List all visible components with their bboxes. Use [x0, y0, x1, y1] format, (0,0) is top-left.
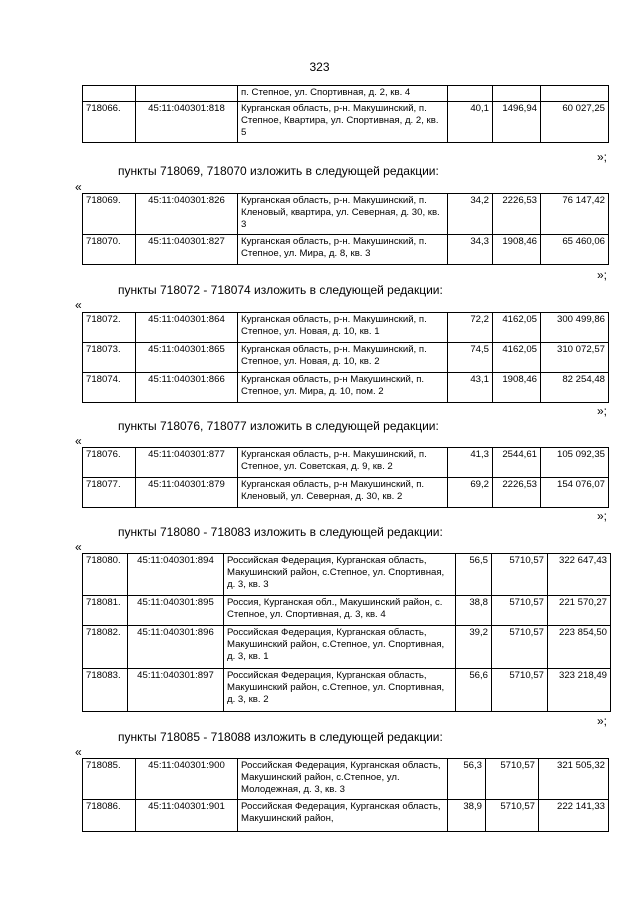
row-number: 718070.	[83, 235, 136, 265]
row-number: 718082.	[83, 626, 128, 669]
row-number: 718086.	[83, 800, 136, 832]
rate: 2226,53	[493, 478, 541, 508]
row-number: 718073.	[83, 343, 136, 373]
address: Российская Федерация, Курганская область, Макушинский район, с.Степное, ул. Молодежная, д. 3, кв. 3	[238, 759, 448, 800]
table-block-1	[82, 193, 609, 265]
table-row	[83, 478, 609, 508]
area: 38,8	[456, 596, 492, 626]
table-row	[83, 596, 611, 626]
cadastral-number: 45:11:040301:826	[136, 194, 238, 235]
cadastral-value: 82 254,48	[541, 373, 609, 403]
address: Курганская область, р-н Макушинский, п. Кленовый, ул. Северная, д. 30, кв. 2	[238, 478, 448, 508]
cadastral-number: 45:11:040301:901	[136, 800, 238, 832]
address: Курганская область, р-н. Макушинский, п. Степное, ул. Мира, д. 8, кв. 3	[238, 235, 448, 265]
rate: 5710,57	[492, 596, 548, 626]
rate: 2544,61	[493, 448, 541, 478]
row-number: 718077.	[83, 478, 136, 508]
address: Курганская область, р-н. Макушинский, п. Степное, ул. Советская, д. 9, кв. 2	[238, 448, 448, 478]
row-number: 718076.	[83, 448, 136, 478]
cadastral-value: 300 499,86	[541, 313, 609, 343]
row-number: 718080.	[83, 554, 128, 596]
row-number: 718085.	[83, 759, 136, 800]
cadastral-number: 45:11:040301:895	[128, 596, 224, 626]
address: Курганская область, р-н. Макушинский, п. Степное, Квартира, ул. Спортивная, д. 2, кв. 5	[238, 102, 448, 143]
address: Курганская область, р-н. Макушинский, п. Степное, ул. Новая, д. 10, кв. 1	[238, 313, 448, 343]
table-row	[83, 759, 609, 800]
opening-quote: «	[75, 745, 82, 759]
opening-quote: «	[75, 540, 82, 554]
address: Российская Федерация, Курганская область, Макушинский район, с.Степное, ул. Спортивная, д. 3, кв. 2	[224, 669, 456, 712]
cadastral-value: 76 147,42	[541, 194, 609, 235]
opening-quote: «	[75, 434, 82, 448]
table-row	[83, 448, 609, 478]
rate: 1496,94	[493, 102, 541, 143]
address: Российская Федерация, Курганская область, Макушинский район,	[238, 800, 448, 832]
area	[448, 86, 493, 102]
address: Курганская область, р-н. Макушинский, п. Степное, ул. Новая, д. 10, кв. 2	[238, 343, 448, 373]
table-row	[83, 669, 611, 712]
area: 69,2	[448, 478, 493, 508]
table-row	[83, 554, 611, 596]
address: Курганская область, р-н Макушинский, п. Степное, ул. Мира, д. 10, пом. 2	[238, 373, 448, 403]
table-block-4	[82, 553, 611, 712]
table-row	[83, 626, 611, 669]
table-row	[83, 194, 609, 235]
rate: 5710,57	[492, 669, 548, 712]
section-heading: пункты 718085 - 718088 изложить в следующей редакции:	[118, 730, 443, 744]
row-number: 718069.	[83, 194, 136, 235]
opening-quote: «	[75, 298, 82, 312]
cadastral-value: 154 076,07	[541, 478, 609, 508]
table-block-0	[82, 85, 609, 143]
cadastral-value: 322 647,43	[548, 554, 611, 596]
address: Россия, Курганская обл., Макушинский район, с. Степное, ул. Спортивная, д. 3, кв. 4	[224, 596, 456, 626]
rate: 5710,57	[486, 800, 539, 832]
address: Российская Федерация, Курганская область, Макушинский район, с.Степное, ул. Спортивная, д. 3, кв. 1	[224, 626, 456, 669]
row-number: 718081.	[83, 596, 128, 626]
rate: 5710,57	[486, 759, 539, 800]
address: Российская Федерация, Курганская область, Макушинский район, с.Степное, ул. Спортивная, д. 3, кв. 3	[224, 554, 456, 596]
row-number: 718066.	[83, 102, 136, 143]
closing-quote: »;	[597, 404, 608, 418]
area: 40,1	[448, 102, 493, 143]
cadastral-value: 321 505,32	[539, 759, 609, 800]
cadastral-value: 221 570,27	[548, 596, 611, 626]
address: п. Степное, ул. Спортивная, д. 2, кв. 4	[238, 86, 448, 102]
cadastral-value: 323 218,49	[548, 669, 611, 712]
cadastral-number: 45:11:040301:897	[128, 669, 224, 712]
section-heading: пункты 718080 - 718083 изложить в следующей редакции:	[118, 525, 443, 539]
cadastral-value: 65 460,06	[541, 235, 609, 265]
cadastral-number: 45:11:040301:864	[136, 313, 238, 343]
cadastral-number: 45:11:040301:827	[136, 235, 238, 265]
rate: 1908,46	[493, 373, 541, 403]
table-block-2	[82, 312, 609, 403]
area: 38,9	[448, 800, 486, 832]
cadastral-number: 45:11:040301:900	[136, 759, 238, 800]
closing-quote: »;	[597, 268, 608, 282]
cadastral-number: 45:11:040301:879	[136, 478, 238, 508]
table-row	[83, 800, 609, 832]
table-block-5	[82, 758, 609, 832]
section-heading: пункты 718076, 718077 изложить в следующей редакции:	[118, 419, 439, 433]
table-row	[83, 373, 609, 403]
cadastral-number: 45:11:040301:894	[128, 554, 224, 596]
area: 72,2	[448, 313, 493, 343]
area: 56,3	[448, 759, 486, 800]
cadastral-number: 45:11:040301:866	[136, 373, 238, 403]
table-row	[83, 343, 609, 373]
row-number: 718074.	[83, 373, 136, 403]
closing-quote: »;	[597, 150, 608, 164]
row-number	[83, 86, 136, 102]
opening-quote: «	[75, 180, 82, 194]
table-row	[83, 235, 609, 265]
cadastral-value: 222 141,33	[539, 800, 609, 832]
table-row	[83, 86, 609, 102]
area: 43,1	[448, 373, 493, 403]
area: 41,3	[448, 448, 493, 478]
rate: 4162,05	[493, 313, 541, 343]
cadastral-value: 105 092,35	[541, 448, 609, 478]
row-number: 718072.	[83, 313, 136, 343]
area: 56,5	[456, 554, 492, 596]
rate: 1908,46	[493, 235, 541, 265]
cadastral-number: 45:11:040301:877	[136, 448, 238, 478]
cadastral-value: 310 072,57	[541, 343, 609, 373]
table-block-3	[82, 447, 609, 508]
area: 34,3	[448, 235, 493, 265]
rate	[493, 86, 541, 102]
table-row	[83, 102, 609, 143]
cadastral-number	[136, 86, 238, 102]
cadastral-value: 223 854,50	[548, 626, 611, 669]
cadastral-value: 60 027,25	[541, 102, 609, 143]
area: 74,5	[448, 343, 493, 373]
closing-quote: »;	[597, 509, 608, 523]
cadastral-number: 45:11:040301:865	[136, 343, 238, 373]
rate: 4162,05	[493, 343, 541, 373]
address: Курганская область, р-н. Макушинский, п. Кленовый, квартира, ул. Северная, д. 30, кв. 3	[238, 194, 448, 235]
table-row	[83, 313, 609, 343]
area: 56,6	[456, 669, 492, 712]
rate: 5710,57	[492, 554, 548, 596]
section-heading: пункты 718072 - 718074 изложить в следующей редакции:	[118, 283, 443, 297]
rate: 5710,57	[492, 626, 548, 669]
row-number: 718083.	[83, 669, 128, 712]
rate: 2226,53	[493, 194, 541, 235]
page-number: 323	[309, 60, 330, 74]
cadastral-number: 45:11:040301:818	[136, 102, 238, 143]
area: 39,2	[456, 626, 492, 669]
section-heading: пункты 718069, 718070 изложить в следующей редакции:	[118, 164, 439, 178]
cadastral-number: 45:11:040301:896	[128, 626, 224, 669]
area: 34,2	[448, 194, 493, 235]
closing-quote: »;	[597, 714, 608, 728]
cadastral-value	[541, 86, 609, 102]
